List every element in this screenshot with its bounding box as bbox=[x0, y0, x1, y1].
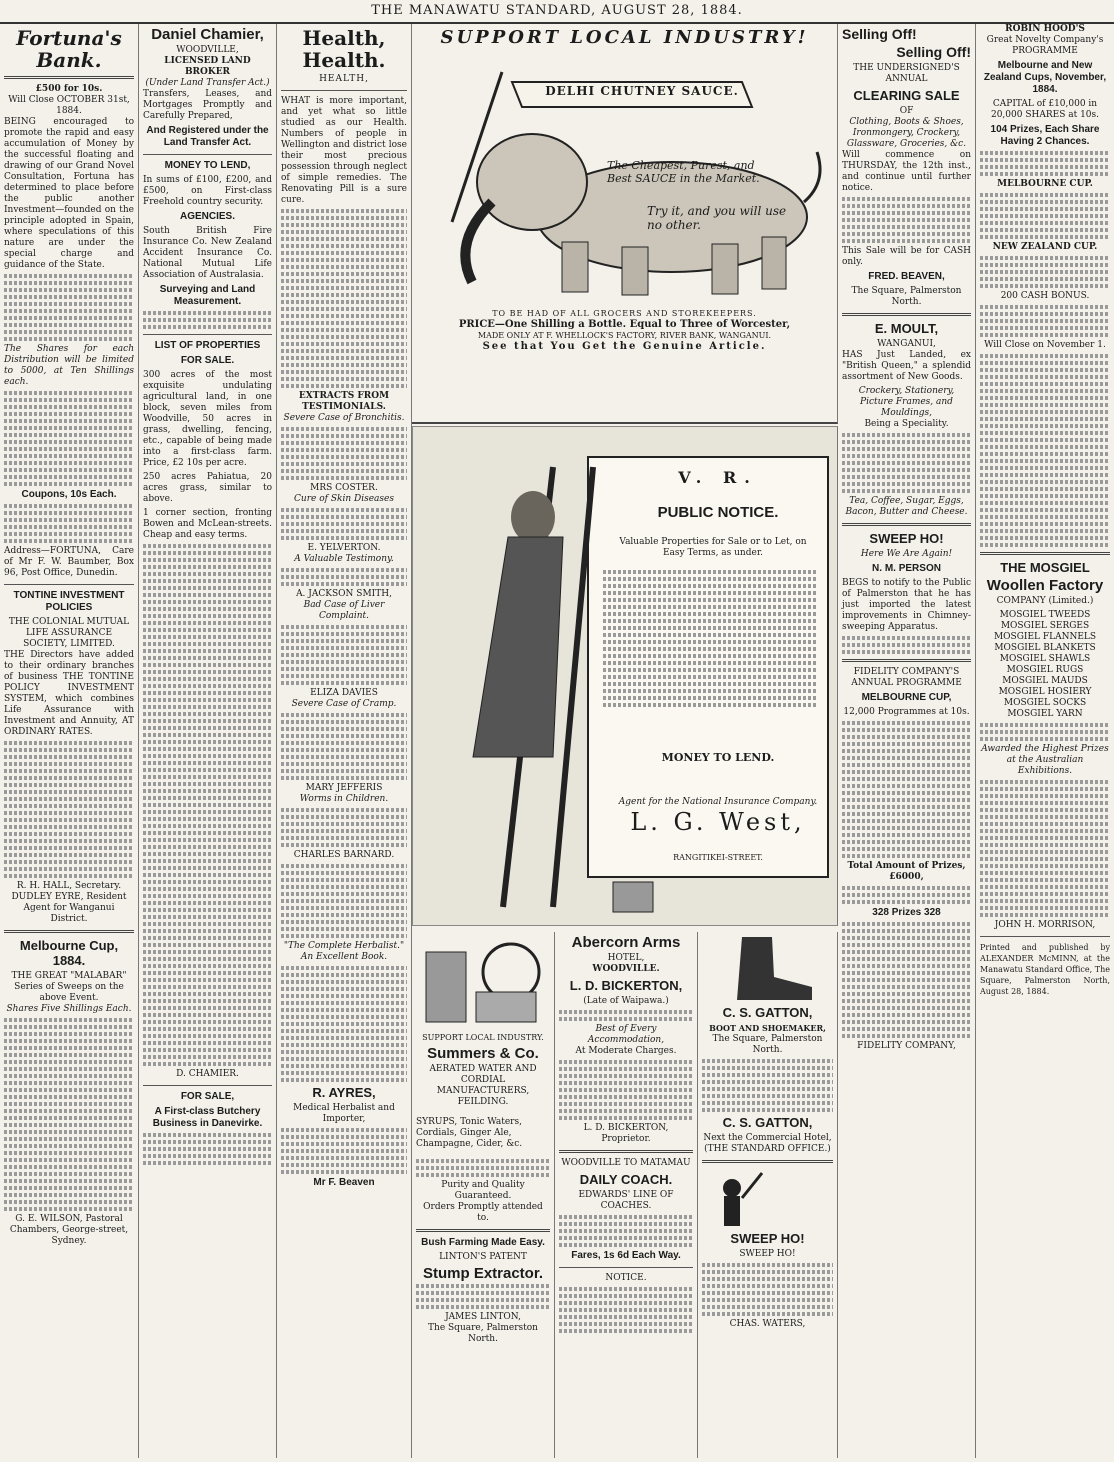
west-street: RANGITIKEI-STREET. bbox=[673, 853, 763, 862]
divider bbox=[980, 552, 1110, 555]
morrison-name: JOHN H. MORRISON, bbox=[994, 920, 1096, 930]
notice-money: MONEY TO LEND. bbox=[661, 751, 775, 764]
colonial-mutual: THE COLONIAL MUTUAL LIFE ASSURANCE SOCIETY, LIMITED. bbox=[8, 617, 130, 649]
mosgiel-awarded: Awarded the Highest Prizes at the Australian Exhibitions. bbox=[981, 744, 1109, 776]
column-robin-hood bbox=[976, 24, 1114, 1458]
chamier-licensed: LICENSED LAND BROKER bbox=[164, 56, 251, 77]
stump-extractor: Stump Extractor. bbox=[422, 1265, 544, 1282]
divider bbox=[842, 659, 971, 662]
divider bbox=[4, 76, 134, 79]
fidelity-melbourne: MELBOURNE CUP, bbox=[861, 692, 952, 703]
body-text-lines bbox=[281, 568, 407, 586]
gatton-address: The Square, Palmerston North. bbox=[712, 1034, 823, 1055]
chutney-tag2: Try it, and you will use no other. bbox=[647, 204, 787, 232]
case-skin: Cure of Skin Diseases bbox=[294, 494, 394, 504]
body-text-lines bbox=[980, 193, 1110, 239]
body-text-lines bbox=[559, 1287, 693, 1333]
divider bbox=[4, 930, 134, 933]
body-text-lines bbox=[143, 311, 272, 329]
clearing-cash: This Sale will be for CASH only. bbox=[842, 246, 971, 267]
fidelity-sign: FIDELITY COMPANY, bbox=[857, 1041, 956, 1051]
mosgiel-product: MOSGIEL FLANNELS bbox=[993, 632, 1097, 642]
chutney-grocers: TO BE HAD OF ALL GROCERS AND STOREKEEPERS. bbox=[492, 309, 757, 318]
abercorn-advert bbox=[555, 932, 698, 1458]
mosgiel-product: MOSGIEL TWEEDS bbox=[999, 610, 1091, 620]
robin-great: Great Novelty Company's bbox=[986, 35, 1104, 45]
mosgiel-product: MOSGIEL RUGS bbox=[1006, 665, 1084, 675]
wilson-signature: G. E. WILSON, Pastoral Chambers, George-street, Sydney. bbox=[9, 1214, 129, 1246]
chamier-registered: And Registered under the Land Transfer Act. bbox=[146, 125, 269, 148]
masthead: THE MANAWATU STANDARD, AUGUST 28, 1884. bbox=[0, 0, 1114, 24]
chamier-forsale: FOR SALE. bbox=[180, 355, 235, 366]
divider bbox=[143, 1085, 272, 1086]
gatton-name: C. S. GATTON, bbox=[722, 1005, 813, 1020]
divider bbox=[980, 936, 1110, 937]
clearing-of: OF bbox=[899, 106, 914, 116]
abercorn-best: Best of Every Accommodation, bbox=[587, 1024, 665, 1045]
body-text-lines bbox=[281, 1128, 407, 1174]
health-title: Health, Health. bbox=[302, 26, 386, 72]
sweep-ho-1: SWEEP HO! bbox=[730, 1231, 805, 1246]
robin-cashbonus: 200 CASH BONUS. bbox=[1000, 291, 1090, 301]
gatton-bootmaker: BOOT AND SHOEMAKER, bbox=[709, 1023, 826, 1033]
mosgiel-woollen: Woollen Factory bbox=[986, 577, 1104, 594]
moult-speciality: Being a Speciality. bbox=[864, 419, 949, 429]
body-text-lines bbox=[980, 354, 1110, 547]
sweep-illustration bbox=[702, 1168, 834, 1228]
mosgiel-products bbox=[980, 610, 1110, 720]
body-text-lines bbox=[842, 433, 971, 493]
fidelity-total: Total Amount of Prizes, £6000, bbox=[847, 861, 966, 882]
chamier-transfers: Transfers, Leases, and Mortgages Promptly and Carefully Prepared, bbox=[143, 89, 272, 121]
notice-agent: Agent for the National Insurance Company. bbox=[618, 797, 818, 807]
moult-place: WANGANUI, bbox=[877, 339, 936, 349]
fidelity-company: FIDELITY COMPANY'S bbox=[853, 667, 960, 677]
chutney-advert bbox=[412, 24, 838, 424]
mosgiel-product: MOSGIEL HOSIERY bbox=[998, 687, 1092, 697]
malabar-shares: Shares Five Shillings Each. bbox=[6, 1004, 132, 1014]
property-3: 1 corner section, fronting Bowen and McLean-streets. Cheap and easy terms. bbox=[143, 508, 272, 540]
moult-name: E. MOULT, bbox=[874, 321, 939, 336]
body-text-lines bbox=[416, 1159, 550, 1177]
coach-route: WOODVILLE TO MATAMAU bbox=[561, 1158, 691, 1168]
chamier-money-text: In sums of £100, £200, and £500, on First-class Freehold country security. bbox=[143, 175, 272, 207]
robin-close: Will Close on November 1. bbox=[984, 340, 1106, 350]
person-body: BEGS to notify to the Public of Palmerston that he has just imported the latest improvements in Chimney-sweeping Apparatus. bbox=[842, 578, 971, 632]
body-text-lines bbox=[416, 1284, 550, 1309]
property-1: 300 acres of the most exquisite undulating agricultural land, in one block, seven miles from Woodville, 50 acres in grass, dwelling, fencing, etc., capable of being made into a first-class farm. Price, £2 10s per acre. bbox=[143, 370, 272, 468]
moult-crockery: Crockery, Stationery, Picture Frames, and Mouldings, bbox=[858, 386, 955, 418]
beaven-address: The Square, Palmerston North. bbox=[851, 286, 962, 307]
body-text-lines bbox=[702, 1059, 833, 1112]
ayres-sub: Medical Herbalist and Importer, bbox=[293, 1103, 395, 1124]
body-text-lines bbox=[980, 780, 1110, 917]
divider bbox=[702, 1160, 833, 1163]
divider bbox=[416, 1229, 550, 1232]
coach-line: EDWARDS' LINE OF COACHES. bbox=[578, 1190, 674, 1211]
mosgiel-product: MOSGIEL MAUDS bbox=[1002, 676, 1088, 686]
column-selling-off bbox=[838, 24, 976, 1458]
body-text-lines bbox=[842, 721, 971, 858]
body-text-lines bbox=[143, 1133, 272, 1165]
support-industry: SUPPORT LOCAL INDUSTRY! bbox=[440, 27, 809, 48]
mosgiel-product: MOSGIEL BLANKETS bbox=[994, 643, 1096, 653]
daily-coach: DAILY COACH. bbox=[579, 1172, 673, 1187]
mosgiel-company: COMPANY (Limited.) bbox=[996, 596, 1094, 606]
body-text-lines bbox=[702, 1263, 833, 1316]
body-text-lines bbox=[281, 625, 407, 685]
chamier-surveying: Surveying and Land Measurement. bbox=[159, 284, 256, 307]
robin-cup: Melbourne and New Zealand Cups, November, 1884. bbox=[983, 60, 1107, 95]
fortuna-shares: The Shares for each Distribution will be limited to 5000, at Ten Shillings each. bbox=[4, 344, 134, 387]
chamier-sign: D. CHAMIER. bbox=[176, 1069, 239, 1079]
robin-programme: PROGRAMME bbox=[1012, 46, 1078, 56]
divider bbox=[143, 154, 272, 155]
notice-body: Valuable Properties for Sale or to Let, on Easy Terms, as under. bbox=[619, 537, 807, 558]
gatton-advert bbox=[698, 932, 838, 1458]
hall-secretary: R. H. HALL, Secretary. bbox=[16, 881, 122, 891]
person-name: N. M. PERSON bbox=[872, 563, 941, 574]
sign-jefferis: MARY JEFFERIS bbox=[305, 783, 383, 793]
chamier-money: MONEY TO LEND, bbox=[164, 160, 251, 171]
mosgiel-title: THE MOSGIEL bbox=[1000, 560, 1090, 575]
summers-purity: Purity and Quality Guaranteed. bbox=[441, 1180, 525, 1201]
body-text-lines bbox=[281, 808, 407, 847]
body-text-lines bbox=[842, 197, 971, 243]
machinery-illustration bbox=[416, 932, 551, 1032]
body-text-lines bbox=[281, 508, 407, 540]
abercorn-hotel: HOTEL, bbox=[607, 953, 645, 963]
fidelity-programmes: 12,000 Programmes at 10s. bbox=[843, 707, 970, 717]
bickerton-late: (Late of Waipawa.) bbox=[583, 996, 669, 1006]
summers-syrups: SYRUPS, Tonic Waters, Cordials, Ginger Ale, Champagne, Cider, &c. bbox=[416, 1117, 523, 1149]
person-again: Here We Are Again! bbox=[860, 549, 953, 559]
body-text-lines bbox=[281, 713, 407, 780]
fortuna-address: Address—FORTUNA, Care of Mr F. W. Baumber, Box 96, Post Office, Dunedin. bbox=[4, 546, 134, 578]
body-text-lines bbox=[4, 504, 134, 543]
case-liver: Bad Case of Liver Complaint. bbox=[303, 600, 385, 621]
moult-tea: Tea, Coffee, Sugar, Eggs, Bacon, Butter and Cheese. bbox=[845, 496, 968, 517]
sign-smith: A. JACKSON SMITH, bbox=[296, 589, 392, 599]
chutney-banner: DELHI CHUTNEY SAUCE. bbox=[545, 84, 739, 98]
mosgiel-product: MOSGIEL SHAWLS bbox=[999, 654, 1091, 664]
body-text-lines bbox=[281, 209, 407, 388]
divider bbox=[4, 584, 134, 585]
boot-illustration bbox=[702, 932, 834, 1002]
public-notice-title: PUBLIC NOTICE. bbox=[657, 504, 779, 521]
body-text-lines bbox=[4, 741, 134, 878]
coach-fares: Fares, 1s 6d Each Way. bbox=[571, 1250, 681, 1261]
butchery-title: A First-class Butchery Business in Danevirke. bbox=[152, 1106, 263, 1129]
body-text-lines bbox=[559, 1060, 693, 1120]
column-daniel-chamier bbox=[139, 24, 277, 1458]
beaven-agent: Mr F. Beaven bbox=[313, 1177, 375, 1188]
body-text-lines bbox=[281, 427, 407, 480]
beaven-name: FRED. BEAVEN, bbox=[868, 271, 945, 282]
mosgiel-product: MOSGIEL SERGES bbox=[1000, 621, 1090, 631]
sign-coster: MRS COSTER. bbox=[310, 483, 378, 493]
summers-name: Summers & Co. bbox=[427, 1045, 539, 1062]
lintons-patent: LINTON'S PATENT bbox=[439, 1252, 527, 1262]
divider bbox=[281, 90, 407, 91]
chutney-price: PRICE—One Shilling a Bottle. Equal to Three of Worcester, bbox=[458, 319, 791, 330]
west-name: L. G. West, bbox=[630, 808, 806, 836]
waters-name: CHAS. WATERS, bbox=[729, 1319, 806, 1329]
sign-yelverton: E. YELVERTON. bbox=[307, 543, 381, 553]
abercorn-moderate: At Moderate Charges. bbox=[575, 1046, 677, 1056]
malabar-heading: THE GREAT "MALABAR" Series of Sweeps on the above Event. bbox=[11, 971, 127, 1003]
health-body: WHAT is more important, and yet what so little studied as our Health. Numbers of people in Wellington and district lose their most precious possession through neglect of simple remedies. The Renovating Pill is a sure cure. bbox=[281, 96, 407, 205]
linton-name: JAMES LINTON, bbox=[445, 1312, 521, 1322]
printer-imprint: Printed and published by ALEXANDER McMINN, at the Manawatu Standard Office, The Square, Palmerston North, August 28, 1884. bbox=[980, 943, 1110, 996]
clearing-sale: CLEARING SALE bbox=[853, 88, 960, 103]
gatton-name-2: C. S. GATTON, bbox=[722, 1115, 813, 1130]
selling-off-1: Selling Off! bbox=[842, 26, 917, 42]
vr-heading: V. R. bbox=[678, 468, 758, 487]
person-sweep: SWEEP HO! bbox=[869, 531, 944, 546]
chamier-agencies: AGENCIES. bbox=[179, 211, 235, 222]
chamier-agencies-text: South British Fire Insurance Co. New Zealand Accident Insurance Co. National Mutual Life Association of Australasia. bbox=[143, 226, 272, 280]
mosgiel-product: MOSGIEL SOCKS bbox=[1003, 698, 1087, 708]
extracts-heading: EXTRACTS FROM TESTIMONIALS. bbox=[298, 391, 390, 412]
linton-square: The Square, Palmerston North. bbox=[428, 1323, 538, 1344]
bickerton-proprietor: L. D. BICKERTON, Proprietor. bbox=[583, 1123, 669, 1144]
case-worms: Worms in Children. bbox=[299, 794, 389, 804]
fortuna-coupons: Coupons, 10s Each. bbox=[21, 489, 117, 500]
divider bbox=[842, 313, 971, 316]
gatton-commercial: Next the Commercial Hotel, (THE STANDARD OFFICE.) bbox=[703, 1133, 832, 1154]
dudley-eyre: DUDLEY EYRE, Resident Agent for Wanganui District. bbox=[11, 892, 127, 924]
selling-off-2: Selling Off! bbox=[896, 44, 971, 60]
body-text-lines bbox=[559, 1010, 693, 1021]
body-text-lines bbox=[980, 256, 1110, 288]
robin-capital: CAPITAL of £10,000 in 20,000 SHARES at 10s. bbox=[990, 99, 1099, 120]
summers-orders: Orders Promptly attended to. bbox=[423, 1202, 543, 1223]
sweep-ho-2: SWEEP HO! bbox=[739, 1249, 796, 1259]
body-text-lines bbox=[980, 723, 1110, 741]
bush-farming: Bush Farming Made Easy. bbox=[421, 1237, 545, 1248]
chamier-under: (Under Land Transfer Act.) bbox=[145, 78, 270, 88]
fortuna-title: Fortuna's Bank. bbox=[16, 26, 122, 72]
sign-barnard: CHARLES BARNARD. bbox=[293, 850, 395, 860]
undersigned: THE UNDERSIGNED'S bbox=[853, 63, 960, 73]
chamier-list: LIST OF PROPERTIES bbox=[154, 340, 261, 351]
mosgiel-product: MOSGIEL YARN bbox=[1007, 709, 1083, 719]
body-text-lines bbox=[980, 151, 1110, 176]
body-text-lines bbox=[143, 544, 272, 1066]
fortuna-close: Will Close OCTOBER 31st, 1884. bbox=[8, 95, 130, 116]
body-text-lines bbox=[559, 1215, 693, 1247]
ayres-name: R. AYRES, bbox=[312, 1085, 376, 1100]
moult-body: HAS Just Landed, ex "British Queen," a splendid assortment of New Goods. bbox=[842, 350, 971, 382]
chutney-made: MADE ONLY AT F. WHELLOCK'S FACTORY, RIVER BANK, WANGANUI. bbox=[477, 331, 772, 340]
sign-davies: ELIZA DAVIES bbox=[310, 688, 378, 698]
fidelity-programme: ANNUAL PROGRAMME bbox=[851, 678, 962, 688]
health-sub: HEALTH, bbox=[319, 74, 369, 84]
divider bbox=[143, 334, 272, 335]
coach-notice: NOTICE. bbox=[605, 1273, 647, 1283]
clearing-goods: Clothing, Boots & Shoes, Ironmongery, Crockery, Glassware, Groceries, &c. bbox=[846, 117, 967, 149]
body-text-lines bbox=[281, 966, 407, 1082]
summers-support: SUPPORT LOCAL INDUSTRY. bbox=[422, 1033, 544, 1042]
column-health bbox=[277, 24, 412, 1458]
fortuna-price: £500 for 10s. bbox=[35, 84, 103, 94]
body-text-lines bbox=[842, 636, 971, 654]
case-cramp: Severe Case of Cramp. bbox=[291, 699, 397, 709]
public-notice-advert bbox=[412, 426, 838, 926]
fortuna-intro: BEING encouraged to promote the rapid and easy accumulation of Money by the successful floating and drawing of our Grand Novel Consultation, Fortuna has determined to place before the public another Investment—founded on the principle adopted in Spain, where speculations of this nature are under the special charge and guidance of the State. bbox=[4, 117, 134, 270]
summers-advert bbox=[412, 932, 555, 1458]
chutney-see: See that You Get the Genuine Article. bbox=[482, 341, 767, 352]
fidelity-prizes: 328 Prizes 328 bbox=[872, 907, 941, 918]
chamier-name: Daniel Chamier, bbox=[151, 26, 264, 43]
robin-prizes: 104 Prizes, Each Share Having 2 Chances. bbox=[990, 124, 1100, 147]
robin-hood: ROBIN HOOD'S bbox=[1005, 24, 1085, 34]
robin-nzcup: NEW ZEALAND CUP. bbox=[992, 242, 1098, 252]
herbalist-book: "The Complete Herbalist." An Excellent Book. bbox=[283, 941, 405, 962]
clearing-commence: Will commence on THURSDAY, the 12th inst., and continue until further notice. bbox=[842, 150, 971, 193]
column-fortunas-bank bbox=[0, 24, 139, 1458]
body-text-lines bbox=[4, 274, 134, 341]
tontine-heading: TONTINE INVESTMENT POLICIES bbox=[13, 590, 125, 613]
bickerton-name: L. D. BICKERTON, bbox=[569, 978, 683, 993]
abercorn-woodville: WOODVILLE. bbox=[592, 964, 660, 974]
notice-text-lines bbox=[603, 567, 818, 710]
body-text-lines bbox=[4, 1018, 134, 1211]
summers-aerated: AERATED WATER AND CORDIAL MANUFACTURERS, FEILDING. bbox=[429, 1064, 537, 1107]
case-bronchitis: Severe Case of Bronchitis. bbox=[283, 413, 405, 423]
property-2: 250 acres Pahiatua, 20 acres grass, similar to above. bbox=[143, 472, 272, 504]
divider bbox=[842, 523, 971, 526]
chutney-tag1: The Cheapest, Purest, and Best SAUCE in the Market. bbox=[607, 159, 760, 185]
annual: ANNUAL bbox=[885, 74, 928, 84]
abercorn-name: Abercorn Arms bbox=[571, 934, 681, 951]
tontine-text: THE Directors have added to their ordinary branches of business THE TONTINE POLICY INVESTMENT SYSTEM, which combines Life Assurance with Investment and Annuity, AT ORDINARY RATES. bbox=[4, 650, 134, 737]
body-text-lines bbox=[842, 922, 971, 1038]
case-testimony: A Valuable Testimony. bbox=[294, 554, 394, 564]
divider bbox=[559, 1267, 693, 1268]
body-text-lines bbox=[842, 886, 971, 904]
melbourne-cup-heading: Melbourne Cup, 1884. bbox=[19, 938, 119, 968]
divider bbox=[559, 1150, 693, 1153]
body-text-lines bbox=[980, 305, 1110, 337]
body-text-lines bbox=[4, 391, 134, 486]
butchery-forsale: FOR SALE, bbox=[180, 1091, 235, 1102]
body-text-lines bbox=[281, 864, 407, 938]
robin-melbcup: MELBOURNE CUP. bbox=[997, 179, 1093, 189]
chamier-place: WOODVILLE, bbox=[176, 45, 239, 55]
